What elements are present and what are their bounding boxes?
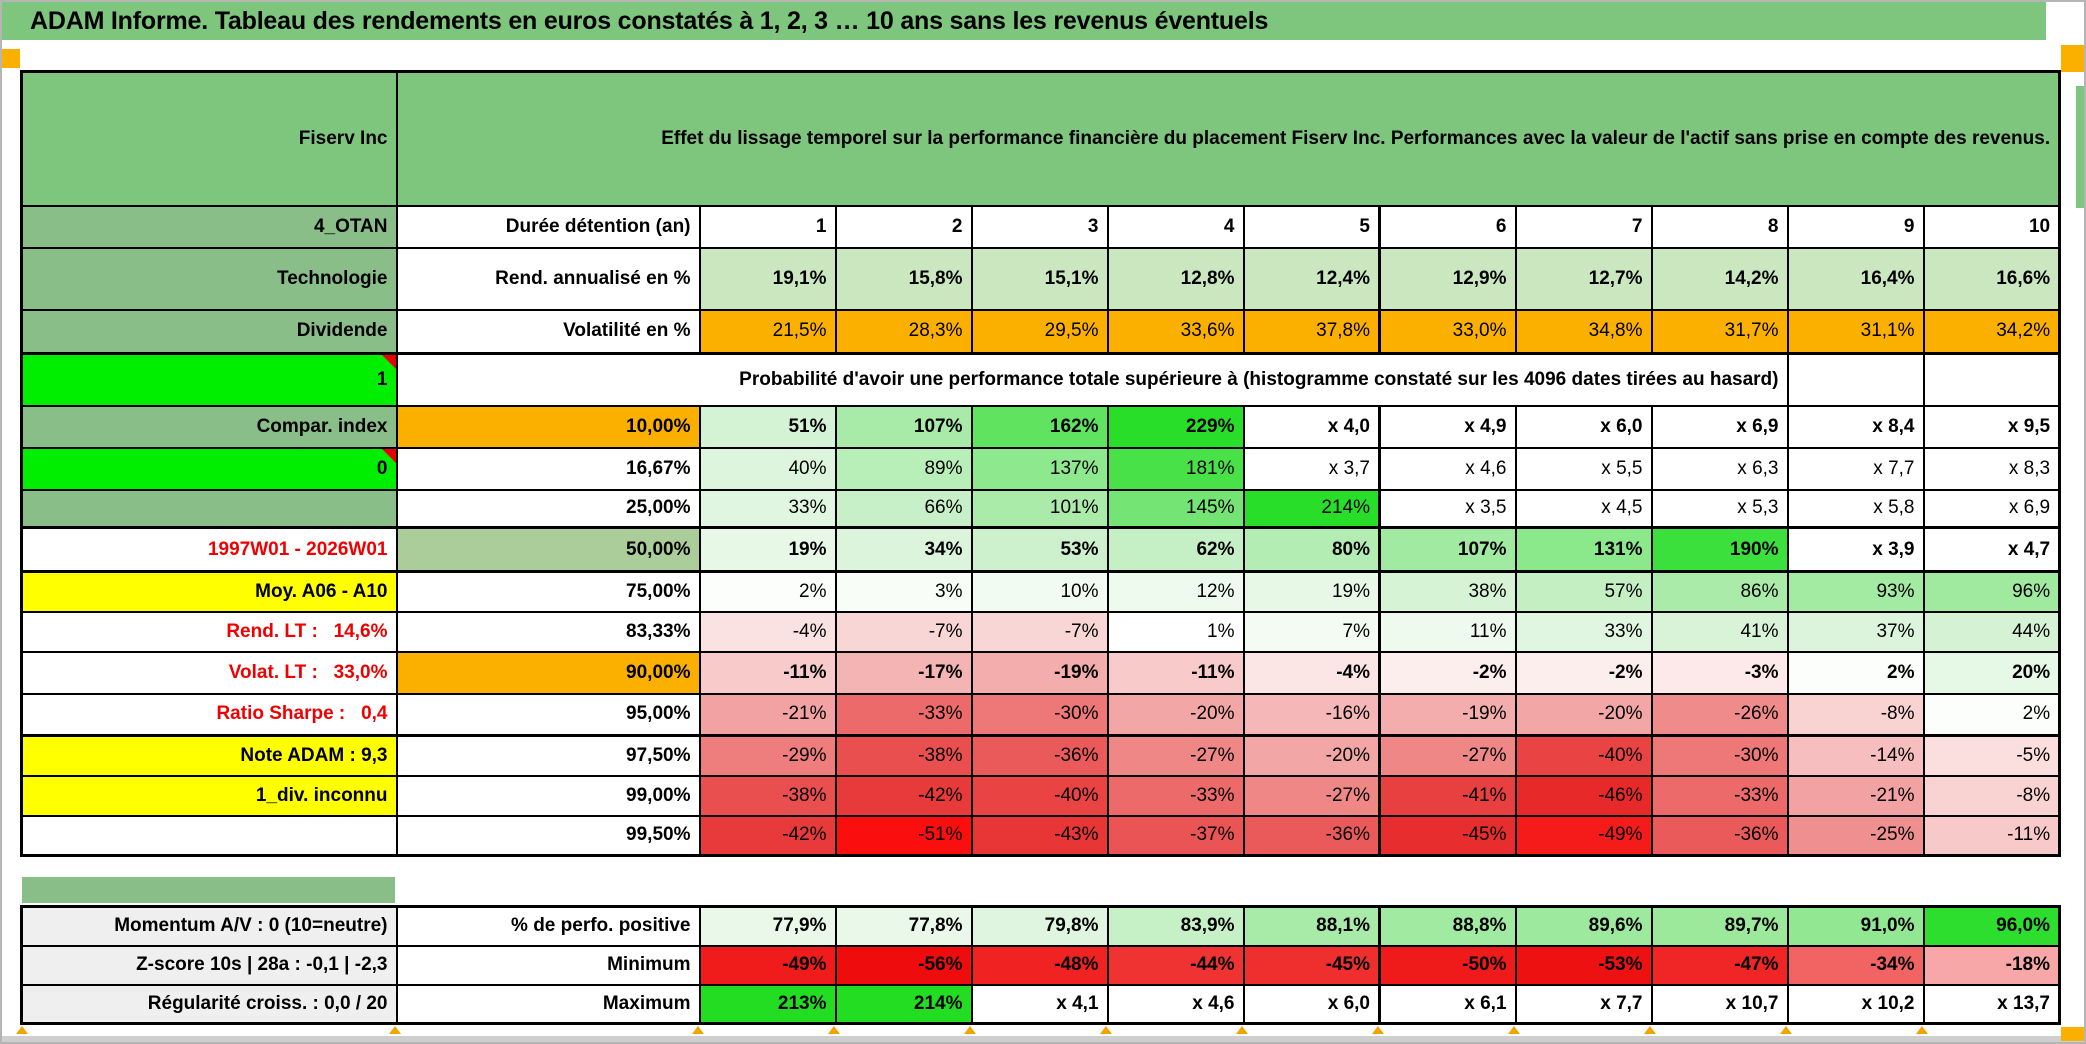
cell-volat-y5[interactable]: 37,8%: [1244, 310, 1380, 354]
cell-min-y4[interactable]: -44%: [1108, 946, 1244, 985]
cell-p75-y4[interactable]: 12%: [1108, 572, 1244, 612]
cell-p50-y4[interactable]: 62%: [1108, 528, 1244, 572]
page-break-marker-icon: [1644, 1026, 1656, 1034]
cell-p50-y7[interactable]: 131%: [1516, 528, 1652, 572]
label-p995[interactable]: [22, 816, 397, 856]
main-table: [20, 70, 2061, 857]
cell-max-y8[interactable]: x 10,7: [1652, 985, 1788, 1024]
rowhead-p10[interactable]: 10,00%: [397, 406, 700, 448]
cell-max-y10[interactable]: x 13,7: [1924, 985, 2060, 1024]
row-p8333: [22, 612, 2060, 652]
cell-p25-y6[interactable]: x 3,5: [1380, 490, 1516, 528]
sheet-title: ADAM Informe. Tableau des rendements en euros constatés à 1, 2, 3 … 10 ans sans les revenus éventuels: [30, 6, 1269, 35]
cell-p10-y2[interactable]: 107%: [836, 406, 972, 448]
cell-rend-y9[interactable]: 16,4%: [1788, 248, 1924, 310]
cell-perfo-y3[interactable]: 79,8%: [972, 907, 1108, 946]
rowhead-volat[interactable]: Volatilité en %: [397, 310, 700, 354]
row-p25: [22, 490, 2060, 528]
right-green-strip: [2076, 86, 2084, 208]
row-p1667: [22, 448, 2060, 490]
cell-min-y6[interactable]: -50%: [1380, 946, 1516, 985]
cell-p99-y2[interactable]: -42%: [836, 776, 972, 816]
cell-p95-y9[interactable]: -8%: [1788, 694, 1924, 736]
cell-p99-y8[interactable]: -33%: [1652, 776, 1788, 816]
cell-p1667-y3[interactable]: 137%: [972, 448, 1108, 490]
cell-rend-y2[interactable]: 15,8%: [836, 248, 972, 310]
cell-p995-y7[interactable]: -49%: [1516, 816, 1652, 856]
cell-volat-y4[interactable]: 33,6%: [1108, 310, 1244, 354]
cell-rend-y6[interactable]: 12,9%: [1380, 248, 1516, 310]
cell-p99-y5[interactable]: -27%: [1244, 776, 1380, 816]
asset-name-cell[interactable]: Fiserv Inc: [22, 72, 397, 206]
cell-duree-y9[interactable]: 9: [1788, 206, 1924, 248]
cell-max-y7[interactable]: x 7,7: [1516, 985, 1652, 1024]
label-max[interactable]: Régularité croiss. : 0,0 / 20: [22, 985, 397, 1024]
cell-p99-y6[interactable]: -41%: [1380, 776, 1516, 816]
cell-p975-y9[interactable]: -14%: [1788, 736, 1924, 776]
cell-p50-y2[interactable]: 34%: [836, 528, 972, 572]
cell-duree-y5[interactable]: 5: [1244, 206, 1380, 248]
cell-p90-y5[interactable]: -4%: [1244, 652, 1380, 694]
cell-duree-y3[interactable]: 3: [972, 206, 1108, 248]
cell-p975-y8[interactable]: -30%: [1652, 736, 1788, 776]
row-volat: [22, 310, 2060, 354]
page-break-marker-icon: [1780, 1026, 1792, 1034]
cell-p1667-y4[interactable]: 181%: [1108, 448, 1244, 490]
cell-p50-y3[interactable]: 53%: [972, 528, 1108, 572]
cell-p975-y2[interactable]: -38%: [836, 736, 972, 776]
cell-p8333-y2[interactable]: -7%: [836, 612, 972, 652]
cell-p995-y2[interactable]: -51%: [836, 816, 972, 856]
cell-rend-y4[interactable]: 12,8%: [1108, 248, 1244, 310]
cell-rend-y10[interactable]: 16,6%: [1924, 248, 2060, 310]
cell-volat-y3[interactable]: 29,5%: [972, 310, 1108, 354]
cell-p50-y8[interactable]: 190%: [1652, 528, 1788, 572]
cell-duree-y10[interactable]: 10: [1924, 206, 2060, 248]
label-p90[interactable]: Volat. LT : 33,0%: [22, 652, 397, 694]
label-p1667[interactable]: 0: [22, 448, 397, 490]
label-min[interactable]: Z-score 10s | 28a : -0,1 | -2,3: [22, 946, 397, 985]
cell-p75-y2[interactable]: 3%: [836, 572, 972, 612]
row-max: [22, 985, 2060, 1024]
cell-duree-y7[interactable]: 7: [1516, 206, 1652, 248]
cell-p10-y6[interactable]: x 4,9: [1380, 406, 1516, 448]
row-p90: [22, 652, 2060, 694]
cell-volat-y8[interactable]: 31,7%: [1652, 310, 1788, 354]
page-break-marker-icon: [1372, 1026, 1384, 1034]
page-break-marker-icon: [1508, 1026, 1520, 1034]
cell-p10-y4[interactable]: 229%: [1108, 406, 1244, 448]
cell-p90-y8[interactable]: -3%: [1652, 652, 1788, 694]
cell-perfo-y10[interactable]: 96,0%: [1924, 907, 2060, 946]
cell-volat-y6[interactable]: 33,0%: [1380, 310, 1516, 354]
cell-duree-y4[interactable]: 4: [1108, 206, 1244, 248]
cell-p95-y5[interactable]: -16%: [1244, 694, 1380, 736]
cell-p75-y10[interactable]: 96%: [1924, 572, 2060, 612]
row-proba: [22, 354, 2060, 406]
label-p50[interactable]: 1997W01 - 2026W01: [22, 528, 397, 572]
cell-min-y5[interactable]: -45%: [1244, 946, 1380, 985]
cell-p8333-y1[interactable]: -4%: [700, 612, 836, 652]
label-rend[interactable]: Technologie: [22, 248, 397, 310]
cell-p975-y4[interactable]: -27%: [1108, 736, 1244, 776]
cell-p10-y5[interactable]: x 4,0: [1244, 406, 1380, 448]
cell-min-y8[interactable]: -47%: [1652, 946, 1788, 985]
cell-p95-y1[interactable]: -21%: [700, 694, 836, 736]
cell-p995-y4[interactable]: -37%: [1108, 816, 1244, 856]
cell-rend-y8[interactable]: 14,2%: [1652, 248, 1788, 310]
cell-p8333-y7[interactable]: 33%: [1516, 612, 1652, 652]
cell-p995-y6[interactable]: -45%: [1380, 816, 1516, 856]
cell-duree-y1[interactable]: 1: [700, 206, 836, 248]
label-proba[interactable]: 1: [22, 354, 397, 406]
cell-p10-y1[interactable]: 51%: [700, 406, 836, 448]
rowhead-p995[interactable]: 99,50%: [397, 816, 700, 856]
cell-rend-y1[interactable]: 19,1%: [700, 248, 836, 310]
cell-volat-y1[interactable]: 21,5%: [700, 310, 836, 354]
cell-p1667-y9[interactable]: x 7,7: [1788, 448, 1924, 490]
rowhead-p95[interactable]: 95,00%: [397, 694, 700, 736]
cell-p10-y7[interactable]: x 6,0: [1516, 406, 1652, 448]
cell-p10-y9[interactable]: x 8,4: [1788, 406, 1924, 448]
cell-p10-y10[interactable]: x 9,5: [1924, 406, 2060, 448]
row-rend: [22, 248, 2060, 310]
cell-p1667-y1[interactable]: 40%: [700, 448, 836, 490]
row-p95: [22, 694, 2060, 736]
cell-p90-y10[interactable]: 20%: [1924, 652, 2060, 694]
header-row: [22, 72, 2060, 206]
row-p995: [22, 816, 2060, 856]
label-volat[interactable]: Dividende: [22, 310, 397, 354]
cell-perfo-y5[interactable]: 88,1%: [1244, 907, 1380, 946]
cell-p8333-y6[interactable]: 11%: [1380, 612, 1516, 652]
cell-p95-y7[interactable]: -20%: [1516, 694, 1652, 736]
cell-min-y2[interactable]: -56%: [836, 946, 972, 985]
cell-p50-y9[interactable]: x 3,9: [1788, 528, 1924, 572]
cell-volat-y9[interactable]: 31,1%: [1788, 310, 1924, 354]
green-spacer-cell[interactable]: [22, 877, 395, 903]
cell-p8333-y9[interactable]: 37%: [1788, 612, 1924, 652]
cell-p90-y4[interactable]: -11%: [1108, 652, 1244, 694]
cell-p50-y6[interactable]: 107%: [1380, 528, 1516, 572]
cell-duree-y8[interactable]: 8: [1652, 206, 1788, 248]
cell-p25-y10[interactable]: x 6,9: [1924, 490, 2060, 528]
cell-rend-y7[interactable]: 12,7%: [1516, 248, 1652, 310]
cell-p975-y3[interactable]: -36%: [972, 736, 1108, 776]
cell-perfo-y9[interactable]: 91,0%: [1788, 907, 1924, 946]
cell-p90-y1[interactable]: -11%: [700, 652, 836, 694]
rowhead-max[interactable]: Maximum: [397, 985, 700, 1024]
label-duree[interactable]: 4_OTAN: [22, 206, 397, 248]
cell-perfo-y4[interactable]: 83,9%: [1108, 907, 1244, 946]
cell-p1667-y6[interactable]: x 4,6: [1380, 448, 1516, 490]
cell-p995-y8[interactable]: -36%: [1652, 816, 1788, 856]
cell-p8333-y8[interactable]: 41%: [1652, 612, 1788, 652]
cell-p975-y7[interactable]: -40%: [1516, 736, 1652, 776]
cell-rend-y5[interactable]: 12,4%: [1244, 248, 1380, 310]
cell-p75-y5[interactable]: 19%: [1244, 572, 1380, 612]
cell-p8333-y5[interactable]: 7%: [1244, 612, 1380, 652]
cell-max-y2[interactable]: 214%: [836, 985, 972, 1024]
orange-marker-bottom-right: [2061, 1027, 2086, 1041]
cell-volat-y10[interactable]: 34,2%: [1924, 310, 2060, 354]
row-p75: [22, 572, 2060, 612]
page-break-marker-icon: [964, 1026, 976, 1034]
cell-p75-y9[interactable]: 93%: [1788, 572, 1924, 612]
rowhead-p8333[interactable]: 83,33%: [397, 612, 700, 652]
page-break-marker-icon: [1100, 1026, 1112, 1034]
cell-p1667-y5[interactable]: x 3,7: [1244, 448, 1380, 490]
row-perfo: [22, 907, 2060, 946]
cell-perfo-y8[interactable]: 89,7%: [1652, 907, 1788, 946]
cell-p10-y3[interactable]: 162%: [972, 406, 1108, 448]
cell-p25-y8[interactable]: x 5,3: [1652, 490, 1788, 528]
cell-min-y7[interactable]: -53%: [1516, 946, 1652, 985]
cell-max-y3[interactable]: x 4,1: [972, 985, 1108, 1024]
cell-p90-y2[interactable]: -17%: [836, 652, 972, 694]
rowhead-perfo[interactable]: % de perfo. positive: [397, 907, 700, 946]
cell-p995-y10[interactable]: -11%: [1924, 816, 2060, 856]
rowhead-p25[interactable]: 25,00%: [397, 490, 700, 528]
comment-marker-icon: [382, 449, 396, 463]
label-p99[interactable]: 1_div. inconnu: [22, 776, 397, 816]
cell-duree-y6[interactable]: 6: [1380, 206, 1516, 248]
cell-max-y4[interactable]: x 4,6: [1108, 985, 1244, 1024]
cell-p95-y2[interactable]: -33%: [836, 694, 972, 736]
cell-p95-y3[interactable]: -30%: [972, 694, 1108, 736]
cell-perfo-y2[interactable]: 77,8%: [836, 907, 972, 946]
row-p50: [22, 528, 2060, 572]
label-p75[interactable]: Moy. A06 - A10: [22, 572, 397, 612]
rowhead-p90[interactable]: 90,00%: [397, 652, 700, 694]
cell-p50-y1[interactable]: 19%: [700, 528, 836, 572]
description-cell[interactable]: Effet du lissage temporel sur la performance financière du placement Fiserv Inc. Performances avec la valeur de l'actif sans prise en compte des revenus.: [397, 72, 2060, 206]
cell-p99-y1[interactable]: -38%: [700, 776, 836, 816]
bottom-gray-strip: [2, 1036, 2084, 1042]
orange-marker-top-left: [2, 49, 20, 68]
cell-max-y6[interactable]: x 6,1: [1380, 985, 1516, 1024]
cell-max-y1[interactable]: 213%: [700, 985, 836, 1024]
cell-p95-y4[interactable]: -20%: [1108, 694, 1244, 736]
label-p10[interactable]: Compar. index: [22, 406, 397, 448]
cell-p1667-y10[interactable]: x 8,3: [1924, 448, 2060, 490]
cell-p95-y8[interactable]: -26%: [1652, 694, 1788, 736]
cell-p75-y6[interactable]: 38%: [1380, 572, 1516, 612]
label-perfo[interactable]: Momentum A/V : 0 (10=neutre): [22, 907, 397, 946]
cell-p50-y5[interactable]: 80%: [1244, 528, 1380, 572]
label-p8333[interactable]: Rend. LT : 14,6%: [22, 612, 397, 652]
cell-p10-y8[interactable]: x 6,9: [1652, 406, 1788, 448]
cell-p25-y7[interactable]: x 4,5: [1516, 490, 1652, 528]
cell-p8333-y4[interactable]: 1%: [1108, 612, 1244, 652]
cell-p8333-y3[interactable]: -7%: [972, 612, 1108, 652]
cell-min-y1[interactable]: -49%: [700, 946, 836, 985]
cell-volat-y2[interactable]: 28,3%: [836, 310, 972, 354]
cell-p25-y4[interactable]: 145%: [1108, 490, 1244, 528]
page-break-marker-icon: [389, 1026, 401, 1034]
sheet-title-cell[interactable]: [2, 2, 2046, 40]
rowhead-p99[interactable]: 99,00%: [397, 776, 700, 816]
cell-perfo-y6[interactable]: 88,8%: [1380, 907, 1516, 946]
rowhead-rend[interactable]: Rend. annualisé en %: [397, 248, 700, 310]
cell-p99-y10[interactable]: -8%: [1924, 776, 2060, 816]
page-break-marker-icon: [1236, 1026, 1248, 1034]
cell-p25-y1[interactable]: 33%: [700, 490, 836, 528]
cell-p75-y3[interactable]: 10%: [972, 572, 1108, 612]
cell-p975-y5[interactable]: -20%: [1244, 736, 1380, 776]
rowhead-p1667[interactable]: 16,67%: [397, 448, 700, 490]
cell-p25-y2[interactable]: 66%: [836, 490, 972, 528]
cell-p995-y3[interactable]: -43%: [972, 816, 1108, 856]
rowhead-min[interactable]: Minimum: [397, 946, 700, 985]
page-break-marker-icon: [692, 1026, 704, 1034]
cell-volat-y7[interactable]: 34,8%: [1516, 310, 1652, 354]
cell-min-y10[interactable]: -18%: [1924, 946, 2060, 985]
page-break-marker-icon: [16, 1026, 28, 1034]
cell-p995-y5[interactable]: -36%: [1244, 816, 1380, 856]
cell-max-y5[interactable]: x 6,0: [1244, 985, 1380, 1024]
cell-perfo-y1[interactable]: 77,9%: [700, 907, 836, 946]
row-duree: [22, 206, 2060, 248]
rowhead-p50[interactable]: 50,00%: [397, 528, 700, 572]
cell-min-y3[interactable]: -48%: [972, 946, 1108, 985]
cell-max-y9[interactable]: x 10,2: [1788, 985, 1924, 1024]
orange-marker-top-right: [2061, 45, 2086, 72]
row-min: [22, 946, 2060, 985]
cell-p95-y10[interactable]: 2%: [1924, 694, 2060, 736]
page-break-marker-icon: [828, 1026, 840, 1034]
cell-p25-y3[interactable]: 101%: [972, 490, 1108, 528]
merged-note-proba[interactable]: Probabilité d'avoir une performance totale supérieure à (histogramme constaté sur les 4096 dates tirées au hasard): [397, 354, 1788, 406]
cell-p99-y9[interactable]: -21%: [1788, 776, 1924, 816]
cell-p90-y3[interactable]: -19%: [972, 652, 1108, 694]
cell-p95-y6[interactable]: -19%: [1380, 694, 1516, 736]
row-p975: [22, 736, 2060, 776]
label-p975[interactable]: Note ADAM : 9,3: [22, 736, 397, 776]
cell-p99-y4[interactable]: -33%: [1108, 776, 1244, 816]
rowhead-p75[interactable]: 75,00%: [397, 572, 700, 612]
empty-cell[interactable]: [1788, 354, 1924, 406]
cell-rend-y3[interactable]: 15,1%: [972, 248, 1108, 310]
summary-table: [20, 905, 2061, 1025]
label-p25[interactable]: [22, 490, 397, 528]
cell-p75-y7[interactable]: 57%: [1516, 572, 1652, 612]
comment-marker-icon: [382, 355, 396, 369]
empty-cell[interactable]: [1924, 354, 2060, 406]
cell-p90-y6[interactable]: -2%: [1380, 652, 1516, 694]
cell-p99-y3[interactable]: -40%: [972, 776, 1108, 816]
rowhead-duree[interactable]: Durée détention (an): [397, 206, 700, 248]
cell-p975-y1[interactable]: -29%: [700, 736, 836, 776]
row-p99: [22, 776, 2060, 816]
cell-p25-y5[interactable]: 214%: [1244, 490, 1380, 528]
cell-p25-y9[interactable]: x 5,8: [1788, 490, 1924, 528]
cell-p75-y1[interactable]: 2%: [700, 572, 836, 612]
cell-p1667-y2[interactable]: 89%: [836, 448, 972, 490]
cell-perfo-y7[interactable]: 89,6%: [1516, 907, 1652, 946]
cell-p75-y8[interactable]: 86%: [1652, 572, 1788, 612]
cell-p90-y9[interactable]: 2%: [1788, 652, 1924, 694]
cell-duree-y2[interactable]: 2: [836, 206, 972, 248]
cell-p995-y1[interactable]: -42%: [700, 816, 836, 856]
cell-min-y9[interactable]: -34%: [1788, 946, 1924, 985]
label-p95[interactable]: Ratio Sharpe : 0,4: [22, 694, 397, 736]
page-break-marker-icon: [1916, 1026, 1928, 1034]
cell-p995-y9[interactable]: -25%: [1788, 816, 1924, 856]
cell-p1667-y8[interactable]: x 6,3: [1652, 448, 1788, 490]
row-p10: [22, 406, 2060, 448]
cell-p975-y6[interactable]: -27%: [1380, 736, 1516, 776]
rowhead-p975[interactable]: 97,50%: [397, 736, 700, 776]
cell-p50-y10[interactable]: x 4,7: [1924, 528, 2060, 572]
cell-p1667-y7[interactable]: x 5,5: [1516, 448, 1652, 490]
cell-p975-y10[interactable]: -5%: [1924, 736, 2060, 776]
cell-p8333-y10[interactable]: 44%: [1924, 612, 2060, 652]
cell-p90-y7[interactable]: -2%: [1516, 652, 1652, 694]
cell-p99-y7[interactable]: -46%: [1516, 776, 1652, 816]
